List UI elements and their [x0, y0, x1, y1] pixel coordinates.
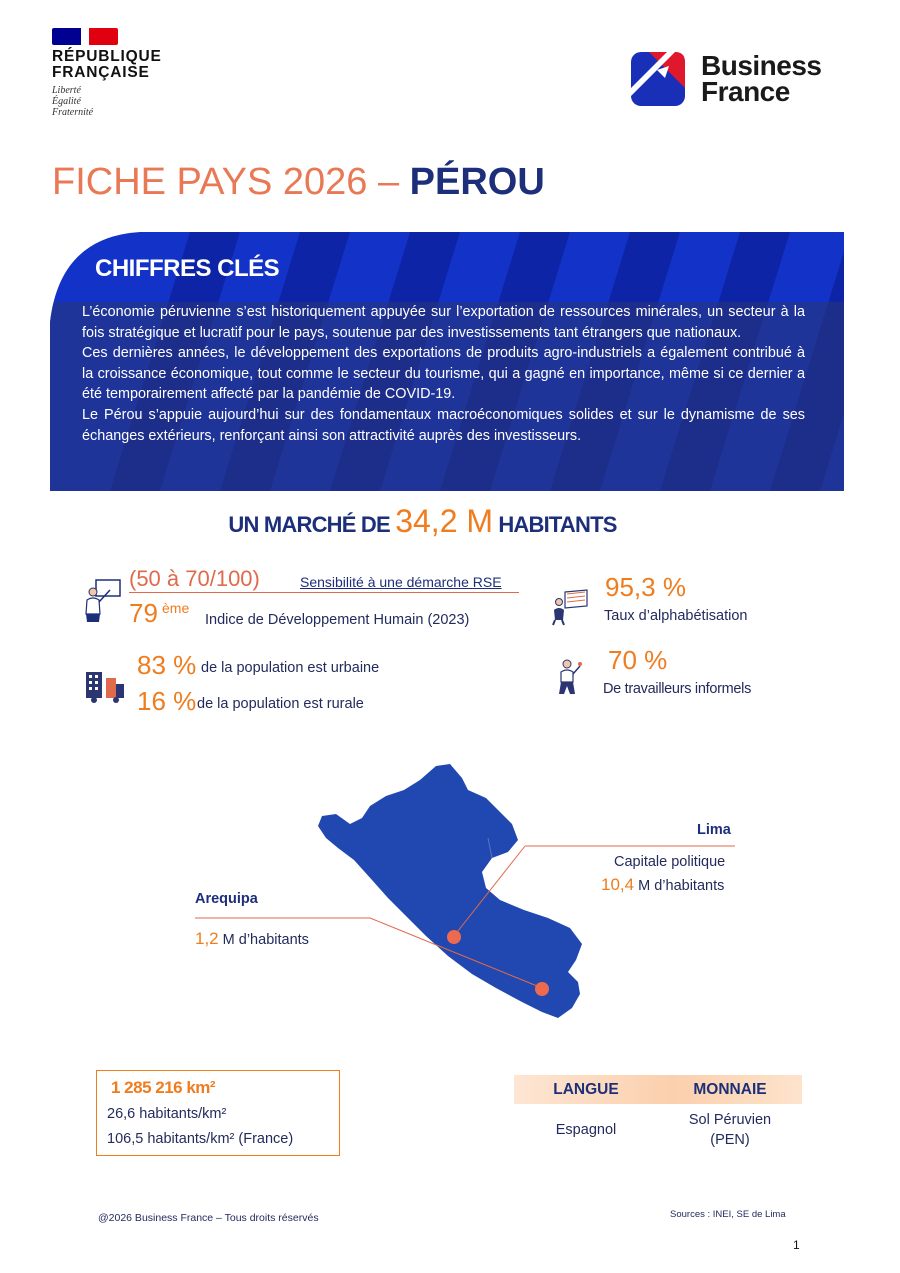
literacy-label: Taux d’alphabétisation — [604, 608, 748, 624]
market-value: 34,2 M — [395, 503, 494, 539]
lima-name: Lima — [697, 822, 731, 838]
page-title — [52, 160, 545, 204]
market-prefix: UN MARCHÉ DE — [228, 512, 396, 537]
currency-name: Sol Péruvien — [688, 1112, 772, 1128]
header-language: LANGUE — [553, 1081, 619, 1098]
key-figures-heading: CHIFFRES CLÉS — [95, 255, 280, 282]
business-france-line-1: Business — [701, 50, 822, 81]
arequipa-population-label: M d’habitants — [218, 932, 309, 948]
density-peru: 26,6 habitants/km² — [107, 1106, 227, 1122]
key-figures-paragraph-1: L’économie péruvienne s’est historiquement appuyée sur l’exportation de ressources minérales, un secteur à la fois stratégique et lucratif pour le pays, soutenue par des investissements tant étrangers que nationaux. — [82, 304, 805, 341]
rf-motto-fraternite: Fraternité — [52, 107, 94, 118]
key-figures-paragraph-2: Ces dernières années, le développement des exportations de produits agro-industriels a également contribué à la croissance économique, tout comme le secteur du tourisme, qui a gagné en importance, même si ce dernier a été temporairement affecté par la pandémie de COVID-19. — [82, 345, 805, 403]
rural-population-label: de la population est rurale — [197, 696, 364, 712]
rse-underline — [129, 592, 519, 593]
rf-name-line-1: RÉPUBLIQUE — [52, 48, 162, 65]
business-france-line-2: France — [701, 76, 790, 107]
arequipa-population — [195, 929, 309, 949]
lima-population-label: M d’habitants — [634, 878, 725, 894]
page-title-country: PÉROU — [409, 161, 545, 203]
business-france-mark-icon — [627, 48, 689, 110]
market-suffix: HABITANTS — [493, 512, 617, 537]
rse-label: Sensibilité à une démarche RSE — [300, 574, 502, 590]
rse-value: (50 à 70/100) — [129, 566, 260, 591]
footer-sources: Sources : INEI, SE de Lima — [670, 1209, 786, 1220]
key-figures-text — [82, 302, 805, 446]
republique-francaise-logo — [52, 28, 222, 118]
lima-population-value: 10,4 — [601, 875, 635, 894]
table-row — [514, 1110, 802, 1150]
worker-icon — [553, 656, 585, 696]
header-currency: MONNAIE — [693, 1081, 767, 1098]
market-headline — [0, 503, 845, 540]
presenter-icon — [82, 576, 126, 624]
city-building-icon — [82, 670, 126, 704]
informal-workers-label: De travailleurs informels — [603, 681, 752, 697]
literacy-value: 95,3 % — [605, 572, 686, 602]
arequipa-population-value: 1,2 — [195, 929, 219, 948]
idh-rank-suffix: ème — [162, 600, 190, 616]
rf-motto-egalite: Égalité — [52, 96, 81, 107]
rural-population-value: 16 % — [137, 686, 197, 716]
idh-label: Indice de Développement Humain (2023) — [205, 612, 470, 628]
reading-book-icon — [551, 588, 591, 626]
surface-area: 1 285 216 km² — [111, 1078, 216, 1097]
key-figures-paragraph-3: Le Pérou s’appuie aujourd’hui sur des fondamentaux macroéconomiques solides et sur le dynamisme de ses échanges extérieurs, renforçant ainsi son attractivité auprès des investisseurs. — [82, 406, 805, 444]
arequipa-name: Arequipa — [195, 891, 258, 907]
lima-role: Capitale politique — [614, 854, 726, 870]
page-number: 1 — [793, 1238, 800, 1252]
lima-population — [601, 875, 724, 895]
arequipa-marker — [535, 982, 549, 996]
density-france: 106,5 habitants/km² (France) — [107, 1131, 294, 1147]
french-flag-icon — [52, 28, 118, 45]
urban-population-label: de la population est urbaine — [201, 660, 380, 676]
lima-marker — [447, 930, 461, 944]
table-header — [514, 1075, 802, 1104]
currency-value — [658, 1110, 802, 1150]
language-value: Espagnol — [555, 1122, 617, 1138]
idh-rank-value: 79 — [129, 598, 158, 628]
footer-copyright: @2026 Business France – Tous droits réservés — [98, 1212, 319, 1224]
page-title-prefix: FICHE PAYS 2026 – — [52, 161, 410, 203]
business-france-logo — [627, 48, 822, 110]
urban-population-value: 83 % — [137, 650, 197, 680]
surface-box — [96, 1070, 340, 1156]
language-currency-table — [514, 1075, 802, 1150]
rf-motto-liberte: Liberté — [52, 85, 81, 96]
currency-code: (PEN) — [710, 1132, 750, 1148]
rf-name-line-2: FRANÇAISE — [52, 64, 150, 81]
informal-workers-value: 70 % — [608, 645, 668, 675]
